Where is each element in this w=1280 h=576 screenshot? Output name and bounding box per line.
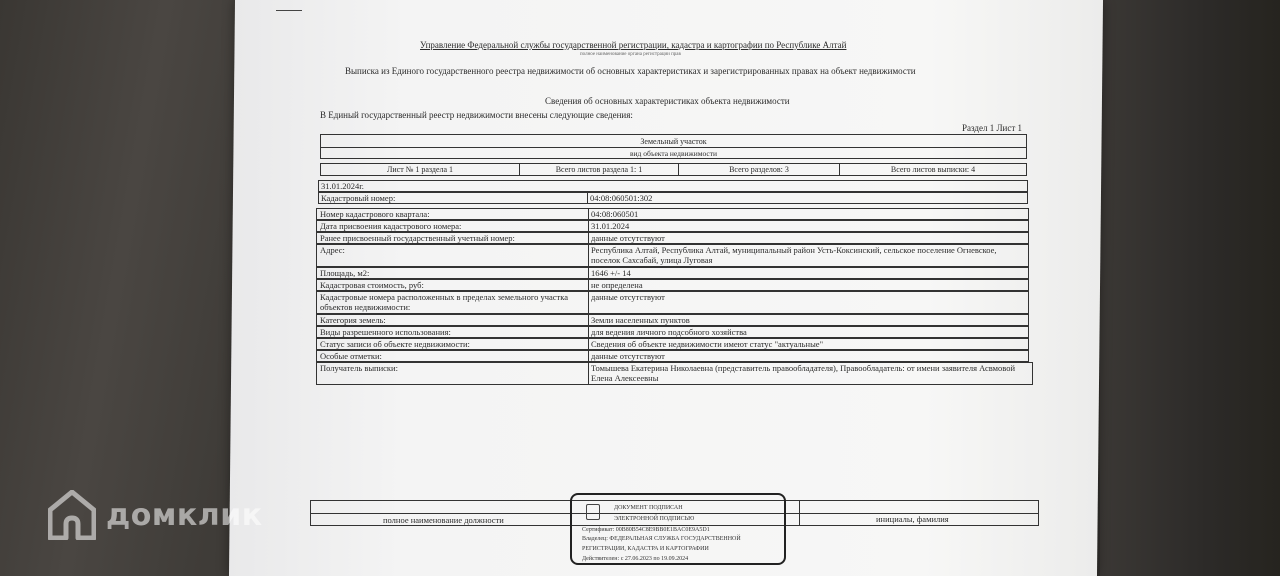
date-row xyxy=(318,180,1028,192)
brand-name: домклик xyxy=(106,497,263,533)
agency-caption: полное наименование органа регистрации прав xyxy=(580,52,681,57)
domclick-logo xyxy=(48,490,263,540)
row-label: Виды разрешенного использования: xyxy=(320,327,451,337)
section-title: Сведения об основных характеристиках объекта недвижимости xyxy=(545,96,790,106)
row-label: Адрес: xyxy=(320,245,345,255)
emblem-icon xyxy=(586,504,600,520)
sig-line2: ЭЛЕКТРОННОЙ ПОДПИСЬЮ xyxy=(614,516,695,522)
background-right xyxy=(1100,0,1280,576)
row-value: 31.01.2024 xyxy=(591,221,630,231)
row-label: Кадастровые номера расположенных в пределах земельного участка объектов недвижимости: xyxy=(320,292,569,312)
table-row xyxy=(316,267,1029,279)
cadastral-value: 04:08:060501:302 xyxy=(590,193,653,203)
total-sheets-section: Всего листов раздела 1: 1 xyxy=(519,163,679,176)
row-value: не определена xyxy=(591,280,643,290)
row-value: Республика Алтай, Республика Алтай, муниципальный район Усть-Коксинский, сельское поселение Огневское, поселок Сахсабай, улица Луговая xyxy=(591,245,997,265)
row-value: Томышева Екатерина Николаевна (представитель правообладателя), Правообладатель: от имени заявителя Асвмовой Елена Алексеевны xyxy=(591,363,1016,383)
table-row xyxy=(316,326,1029,338)
cadastral-row xyxy=(318,192,1028,204)
cadastral-label: Кадастровый номер: xyxy=(321,193,396,203)
row-value: 04:08:060501 xyxy=(591,209,639,219)
row-label: Статус записи об объекте недвижимости: xyxy=(320,339,470,349)
table-row xyxy=(316,314,1029,326)
section-reference: Раздел 1 Лист 1 xyxy=(962,123,1023,133)
object-type: Земельный участок xyxy=(320,134,1027,148)
table-row xyxy=(316,291,1029,314)
initials-caption: инициалы, фамилия xyxy=(876,514,949,524)
extract-date: 31.01.2024г. xyxy=(321,181,364,191)
table-row xyxy=(316,208,1029,220)
table-row xyxy=(316,232,1029,244)
table-row xyxy=(316,279,1029,291)
sig-line6: Действителен: с 27.06.2023 по 19.09.2024 xyxy=(582,556,689,562)
row-label: Номер кадастрового квартала: xyxy=(320,209,430,219)
sig-line4: Владелец: ФЕДЕРАЛЬНАЯ СЛУЖБА ГОСУДАРСТВЕННОЙ xyxy=(582,536,741,542)
row-label: Получатель выписки: xyxy=(320,363,398,373)
row-label: Площадь, м2: xyxy=(320,268,370,278)
table-row xyxy=(316,220,1029,232)
row-value: данные отсутствуют xyxy=(591,292,665,302)
object-type-caption: вид объекта недвижимости xyxy=(320,147,1027,159)
sheet-number: Лист № 1 раздела 1 xyxy=(320,163,520,176)
pen-mark xyxy=(276,10,302,11)
table-row xyxy=(316,338,1029,350)
table-row xyxy=(316,350,1029,362)
row-value: данные отсутствуют xyxy=(591,351,665,361)
extract-title: Выписка из Единого государственного реестра недвижимости об основных характеристиках и зарегистрированных правах на объект недвижимости xyxy=(345,66,916,76)
row-label: Дата присвоения кадастрового номера: xyxy=(320,221,462,231)
house-logo-icon xyxy=(48,490,96,540)
row-label: Категория земель: xyxy=(320,315,386,325)
row-value: для ведения личного подсобного хозяйства xyxy=(591,327,747,337)
sig-line3: Сертификат: 00B80B54C8E9BB0E1BAC0E9A5D1 xyxy=(582,527,710,533)
total-sheets-extract: Всего листов выписки: 4 xyxy=(839,163,1027,176)
sig-line5: РЕГИСТРАЦИИ, КАДАСТРА И КАРТОГРАФИИ xyxy=(582,546,709,552)
row-value: Земли населенных пунктов xyxy=(591,315,690,325)
row-value: 1646 +/- 14 xyxy=(591,268,631,278)
total-sections: Всего разделов: 3 xyxy=(678,163,840,176)
row-value: данные отсутствуют xyxy=(591,233,665,243)
intro-text: В Единый государственный реестр недвижимости внесены следующие сведения: xyxy=(320,110,633,120)
agency-name: Управление Федеральной службы государственной регистрации, кадастра и картографии по Республике Алтай xyxy=(420,40,847,50)
row-label: Особые отметки: xyxy=(320,351,382,361)
table-row xyxy=(316,362,1033,385)
row-value: Сведения об объекте недвижимости имеют статус "актуальные" xyxy=(591,339,824,349)
row-label: Кадастровая стоимость, руб: xyxy=(320,280,424,290)
sig-line1: ДОКУМЕНТ ПОДПИСАН xyxy=(614,505,683,511)
table-row xyxy=(316,244,1029,267)
row-label: Ранее присвоенный государственный учетный номер: xyxy=(320,233,515,243)
position-caption: полное наименование должности xyxy=(383,515,504,525)
